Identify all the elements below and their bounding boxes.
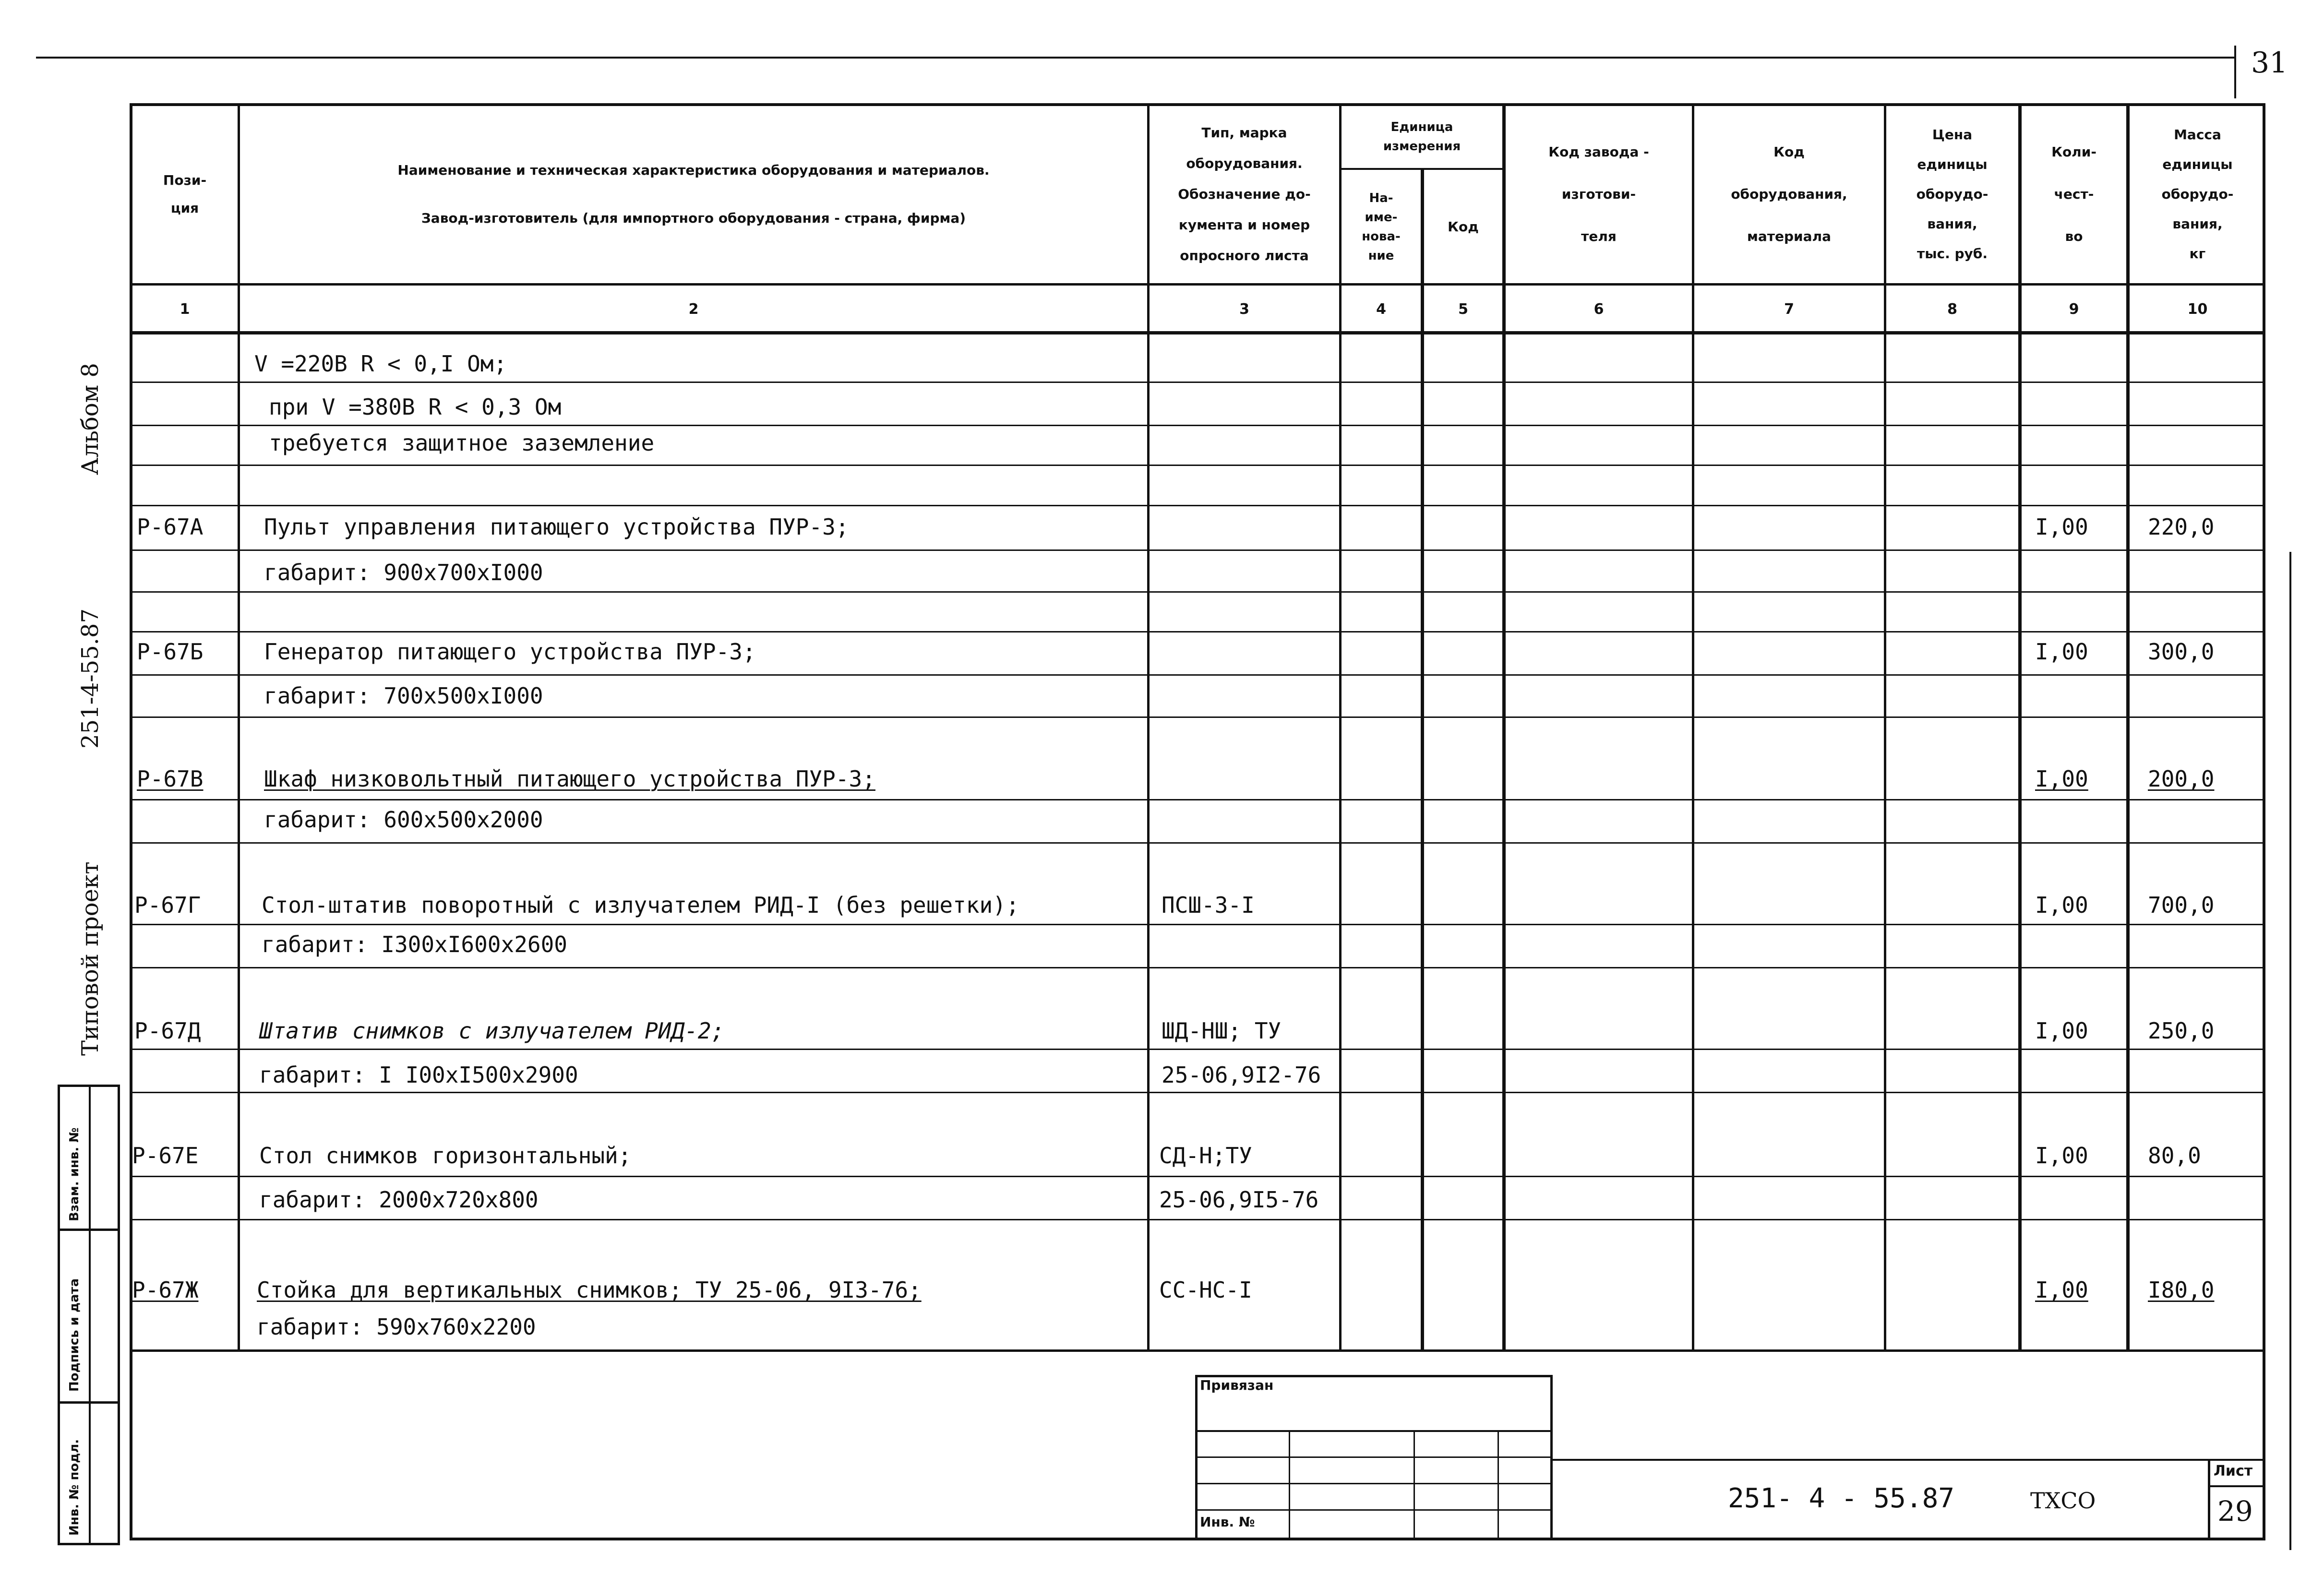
row-name: V =220В R < 0,I Ом; — [254, 351, 507, 377]
row-quantity: I,00 — [2035, 639, 2088, 665]
header-col10: Масса единицы оборудо- вания, кг — [2161, 127, 2234, 262]
col-line-4 — [1421, 168, 1424, 1351]
header-col8: Цена единицы оборудо- вания, тыс. руб. — [1916, 127, 1989, 262]
row-position: Р-67Ж — [132, 1277, 199, 1303]
row-name: Генератор питающего устройства ПУР-3; — [264, 639, 756, 665]
row-mass: 250,0 — [2148, 1018, 2215, 1044]
stamp-divider-vertical — [89, 1085, 91, 1545]
title-block-top-line — [1553, 1459, 2265, 1461]
table-body-bottom — [130, 1349, 2265, 1352]
top-border-line — [36, 57, 2234, 59]
title-block-line — [1195, 1456, 1553, 1458]
header-col9: Коли- чест- во — [2051, 144, 2096, 244]
row-name: Стойка для вертикальных снимков; ТУ 25-06, 9I3-76; — [257, 1277, 922, 1303]
row-position: Р-67Е — [132, 1143, 199, 1169]
page-number-divider — [2234, 46, 2236, 98]
header-col2: Наименование и техническая характеристика оборудования и материалов. Завод-изготовитель (для импортного оборудования - страна, фирма) — [397, 162, 990, 226]
colnum-1: 1 — [180, 301, 190, 318]
title-block-line — [1195, 1430, 1553, 1432]
title-block-col — [1289, 1430, 1290, 1540]
row-name: габарит: 590х760х2200 — [257, 1314, 536, 1340]
row-name: требуется защитное заземление — [269, 430, 655, 456]
row-name: Стол-штатив поворотный с излучателем РИД-I (без решетки); — [262, 892, 1019, 918]
row-quantity: I,00 — [2035, 766, 2088, 792]
row-name: Стол снимков горизонтальный; — [259, 1143, 632, 1169]
row-line — [130, 842, 2265, 844]
sheet-number: 29 — [2217, 1495, 2253, 1527]
row-line — [130, 716, 2265, 718]
row-position: Р-67Д — [134, 1018, 201, 1044]
title-block-privyazan-label: Привязан — [1200, 1377, 1274, 1393]
row-line — [130, 382, 2265, 383]
title-block-col — [1497, 1430, 1499, 1540]
side-label-album: Альбом 8 — [77, 363, 104, 475]
row-name: при V =380В R < 0,3 Ом — [269, 394, 562, 420]
row-name: Штатив снимков с излучателем РИД-2; — [259, 1018, 725, 1044]
row-mass: 300,0 — [2148, 639, 2215, 665]
row-type: 25-06,9I5-76 — [1159, 1187, 1319, 1213]
row-position: Р-67Б — [137, 639, 204, 665]
header-col1: Пози- ция — [163, 172, 207, 216]
row-line — [130, 505, 2265, 506]
colnum-10: 10 — [2187, 301, 2208, 318]
header-col7: Код оборудования, материала — [1731, 144, 1847, 244]
colnum-5: 5 — [1458, 301, 1468, 318]
header-col3: Тип, марка оборудования. Обозначение до- кумента и номер опросного листа — [1178, 125, 1311, 263]
row-name: габарит: I I00хI500х2900 — [259, 1062, 578, 1088]
row-line — [130, 674, 2265, 676]
row-line — [130, 549, 2265, 551]
row-position: Р-67Г — [134, 892, 201, 918]
row-line — [130, 1176, 2265, 1177]
row-mass: 200,0 — [2148, 766, 2215, 792]
title-block-inv-label: Инв. № — [1200, 1514, 1255, 1530]
page-number: 31 — [2251, 46, 2288, 80]
row-mass: 80,0 — [2148, 1143, 2201, 1169]
stamp-label-podpis: Подпись и дата — [67, 1278, 82, 1392]
row-line — [130, 465, 2265, 466]
row-name: габарит: 900х700хI000 — [264, 560, 543, 585]
row-line — [130, 1092, 2265, 1093]
right-margin-line — [2289, 552, 2291, 1550]
row-mass: I80,0 — [2148, 1277, 2215, 1303]
header-col4: На- име- нова- ние — [1362, 191, 1401, 263]
colnum-6: 6 — [1593, 301, 1604, 318]
row-line — [130, 425, 2265, 426]
row-quantity: I,00 — [2035, 514, 2088, 540]
row-line — [130, 631, 2265, 632]
col-line-5 — [1502, 103, 1506, 1351]
row-line — [130, 591, 2265, 593]
stamp-label-inv-podl: Инв. № подл. — [67, 1439, 82, 1536]
row-type: ПСШ-3-I — [1162, 892, 1255, 918]
row-name: Шкаф низковольтный питающего устройства ПУР-3; — [264, 766, 875, 792]
colnum-9: 9 — [2069, 301, 2079, 318]
colnum-3: 3 — [1239, 301, 1249, 318]
header-col5: Код — [1448, 218, 1479, 235]
row-line — [130, 924, 2265, 925]
sheet-label: Лист — [2214, 1463, 2253, 1480]
row-position: Р-67А — [137, 514, 204, 540]
stamp-label-vzam: Взам. инв. № — [67, 1127, 82, 1221]
row-quantity: I,00 — [2035, 892, 2088, 918]
colnum-bottom-line — [130, 331, 2265, 334]
title-block-line — [1195, 1509, 1553, 1511]
row-quantity: I,00 — [2035, 1018, 2088, 1044]
sheet-box-divider — [2208, 1485, 2265, 1487]
document-type: ТХСО — [2030, 1488, 2096, 1514]
row-line — [130, 967, 2265, 968]
header-bottom-line — [130, 283, 2265, 286]
row-position: Р-67В — [137, 766, 204, 792]
colnum-8: 8 — [1947, 301, 1957, 318]
row-type: СД-Н;ТУ — [1159, 1143, 1252, 1169]
colnum-2: 2 — [688, 301, 699, 318]
colnum-4: 4 — [1376, 301, 1386, 318]
row-line — [130, 1219, 2265, 1220]
side-label-project-code: 251-4-55.87 — [77, 608, 104, 749]
row-type: ШД-НШ; ТУ — [1162, 1018, 1282, 1044]
row-name: габарит: 700х500хI000 — [264, 683, 543, 709]
header-unit-group: Единица измерения — [1383, 120, 1461, 154]
row-mass: 220,0 — [2148, 514, 2215, 540]
row-line — [130, 1049, 2265, 1050]
document-code: 251- 4 - 55.87 — [1728, 1483, 1955, 1514]
row-type: СС-НС-I — [1159, 1277, 1252, 1303]
row-name: Пульт управления питающего устройства ПУР-3; — [264, 514, 849, 540]
header-col6: Код завода - изготови- теля — [1548, 144, 1649, 244]
row-line — [130, 799, 2265, 800]
header-unit-divider — [1339, 168, 1505, 170]
row-quantity: I,00 — [2035, 1143, 2088, 1169]
col-line-9 — [2126, 103, 2130, 1351]
row-name: габарит: 600х500х2000 — [264, 807, 543, 833]
title-block-line — [1195, 1483, 1553, 1484]
row-mass: 700,0 — [2148, 892, 2215, 918]
col-line-8 — [2018, 103, 2022, 1351]
row-name: габарит: 2000х720х800 — [259, 1187, 539, 1213]
title-block-col — [1414, 1430, 1415, 1540]
row-name: габарит: I300хI600х2600 — [262, 931, 567, 957]
colnum-7: 7 — [1784, 301, 1794, 318]
row-quantity: I,00 — [2035, 1277, 2088, 1303]
row-type: 25-06,9I2-76 — [1162, 1062, 1321, 1088]
side-label-project-type: Типовой проект — [77, 861, 104, 1056]
